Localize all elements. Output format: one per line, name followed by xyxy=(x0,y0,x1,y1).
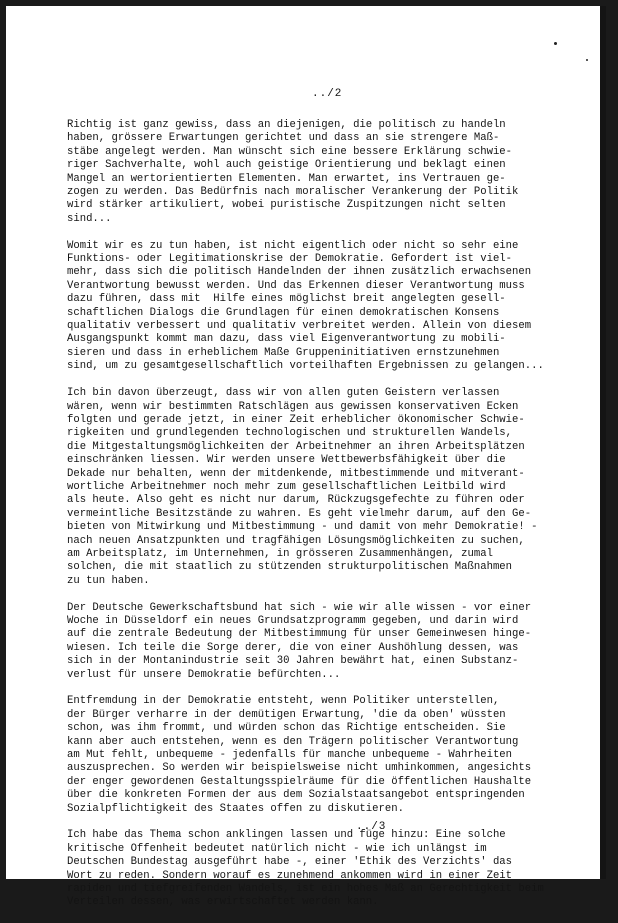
text-line: Der Deutsche Gewerkschaftsbund hat sich - wie wir alle wissen - vor einer xyxy=(67,601,532,614)
text-line: wären, wenn wir bestimmten Ratschlägen aus gewissen konservativen Ecken xyxy=(67,400,519,413)
document-page xyxy=(6,6,606,909)
text-line: Ich bin davon überzeugt, dass wir von allen guten Geistern verlassen xyxy=(67,387,500,400)
text-line: Richtig ist ganz gewiss, dass an diejenigen, die politisch zu handeln xyxy=(67,119,506,131)
text-line: Deutschen Bundestag ausgeführt habe -, einer 'Ethik des Verzichts' das xyxy=(67,856,513,869)
text-line: rapiden und tiefgreifenden Wandels, ist ein hohes Maß an Gerechtigkeit beim xyxy=(67,883,544,896)
scan-speck xyxy=(554,42,557,45)
text-line: nach neuen Ansatzpunkten und tragfähigen Lösungsmöglichkeiten zu suchen, xyxy=(67,534,525,547)
scan-speck xyxy=(586,59,588,61)
page-footer-number: ../3 xyxy=(356,821,387,833)
text-line: Womit wir es zu tun haben, ist nicht eigentlich oder nicht so sehr eine xyxy=(67,239,519,252)
text-line: wortliche Arbeitnehmer noch mehr zum gesellschaftlichen Leitbild wird xyxy=(67,480,506,493)
text-line: Woche in Düsseldorf ein neues Grundsatzprogramm gegeben, und darin wird xyxy=(67,614,519,627)
text-line: wird stärker artikuliert, wobei puristische Zuspitzungen nicht selten xyxy=(67,199,506,212)
text-line: zu tun haben. xyxy=(67,574,150,587)
paragraph xyxy=(67,240,587,374)
text-line: sind... xyxy=(67,212,112,225)
text-line: Wort zu reden. Sondern worauf es zunehmend ankommen wird in einer Zeit xyxy=(67,869,513,882)
paragraph xyxy=(67,602,587,682)
text-line: als heute. Also geht es nicht nur darum, Rückzugsgefechte zu führen oder xyxy=(67,494,525,507)
text-line: Verteilen dessen, was erwirtschaftet werden kann. xyxy=(67,896,379,909)
text-line: sieren und dass in erheblichem Maße Gruppeninitiativen ernstzunehmen xyxy=(67,346,500,359)
text-line: Mangel an wertorientierten Elementen. Man erwartet, ins Vertrauen ge- xyxy=(67,172,506,185)
text-line: der enger gewordenen Gestaltungsspielräume für die öffentlichen Haushalte xyxy=(67,775,532,788)
text-line: solchen, die mit staatlich zu stützenden strukturpolitischen Maßnahmen xyxy=(67,561,513,574)
text-line: Sozialpflichtigkeit des Staates offen zu diskutieren. xyxy=(67,802,404,815)
text-line: Verantwortung bewusst werden. Und das Erkennen dieser Verantwortung muss xyxy=(67,279,525,292)
paragraph xyxy=(67,829,587,909)
text-line: Funktions- oder Legitimationskrise der Demokratie. Gefordert ist viel- xyxy=(67,253,513,266)
text-line: Ausgangspunkt kommt man dazu, dass viel Eigenverantwortung zu mobili- xyxy=(67,333,506,346)
text-line: auszusprechen. So werden wir beispielsweise nicht umhinkommen, angesichts xyxy=(67,762,532,775)
text-line: am Mut fehlt, unbequeme - jedenfalls für manche unbequeme - Wahrheiten xyxy=(67,749,513,762)
text-line: zogen zu werden. Das Bedürfnis nach moralischer Verankerung der Politik xyxy=(67,186,519,199)
text-line: wiesen. Ich teile die Sorge derer, die von einer Aushöhlung dessen, was xyxy=(67,641,519,654)
text-line: Ich habe das Thema schon anklingen lassen und füge hinzu: Eine solche xyxy=(67,829,506,842)
text-line: sind, um zu gesamtgesellschaftlich vorteilhaften Ergebnissen zu gelangen... xyxy=(67,360,544,373)
text-line: sich in der Montanindustrie seit 30 Jahren bewährt hat, einen Substanz- xyxy=(67,655,519,668)
text-line: haben, grössere Erwartungen gerichtet und dass an sie strengere Maß- xyxy=(67,132,500,145)
text-line: folgten und gerade jetzt, in einer Zeit erheblicher ökonomischer Schwie- xyxy=(67,413,525,426)
text-line: am Arbeitsplatz, im Unternehmen, in grösseren Zusammenhängen, zumal xyxy=(67,547,493,560)
text-line: schon, was ihm frommt, und würden schon das Richtige entscheiden. Sie xyxy=(67,722,506,735)
text-line: rigkeiten und grundlegenden technologischen und strukturellen Wandels, xyxy=(67,427,513,440)
text-line: einschränken liessen. Wir werden unsere Wettbewerbsfähigkeit über die xyxy=(67,454,506,467)
paragraph xyxy=(67,119,587,226)
text-line: kann aber auch entstehen, wenn es den Trägern politischer Verantwortung xyxy=(67,735,519,748)
text-line: der Bürger verharre in der demütigen Erwartung, 'die da oben' wüssten xyxy=(67,708,506,721)
text-line: Dekade nur behalten, wenn der mitdenkende, mitbestimmende und mitverant- xyxy=(67,467,525,480)
text-line: vermeintliche Besitzstände zu wahren. Es geht vielmehr darum, auf den Ge- xyxy=(67,507,532,520)
text-line: über die konkreten Formen der aus dem Sozialstaatsangebot entspringenden xyxy=(67,789,525,802)
text-line: mehr, dass sich die politisch Handelnden der ihnen zusätzlich erwachsenen xyxy=(67,266,532,279)
text-line: stäbe angelegt werden. Man wünscht sich eine bessere Erklärung schwie- xyxy=(67,145,513,158)
paragraph xyxy=(67,387,587,588)
text-line: riger Sachverhalte, wohl auch geistige Orientierung und beklagt einen xyxy=(67,159,506,172)
text-line: qualitativ verbessert und qualitativ verbreitet werden. Allein von diesem xyxy=(67,320,532,333)
paragraph xyxy=(67,695,587,816)
text-line: kritische Offenheit bedeutet natürlich nicht - wie ich unlängst im xyxy=(67,842,487,855)
text-line: schaftlichen Dialogs die Grundlagen für einen demokratischen Konsens xyxy=(67,306,500,319)
text-line: auf die zentrale Bedeutung der Mitbestimmung für unser Gemeinwesen hinge- xyxy=(67,628,532,641)
text-line: verlust für unsere Demokratie befürchten... xyxy=(67,668,341,681)
text-line: bieten von Mitwirkung und Mitbestimmung - und damit von mehr Demokratie! - xyxy=(67,521,538,534)
text-line: die Mitgestaltungsmöglichkeiten der Arbeitnehmer an ihren Arbeitsplätzen xyxy=(67,440,525,453)
text-line: Entfremdung in der Demokratie entsteht, wenn Politiker unterstellen, xyxy=(67,695,500,708)
text-line: dazu führen, dass mit Hilfe eines möglichst breit angelegten gesell- xyxy=(67,293,506,306)
page-header-number: ../2 xyxy=(312,88,343,100)
body-text xyxy=(67,119,587,923)
